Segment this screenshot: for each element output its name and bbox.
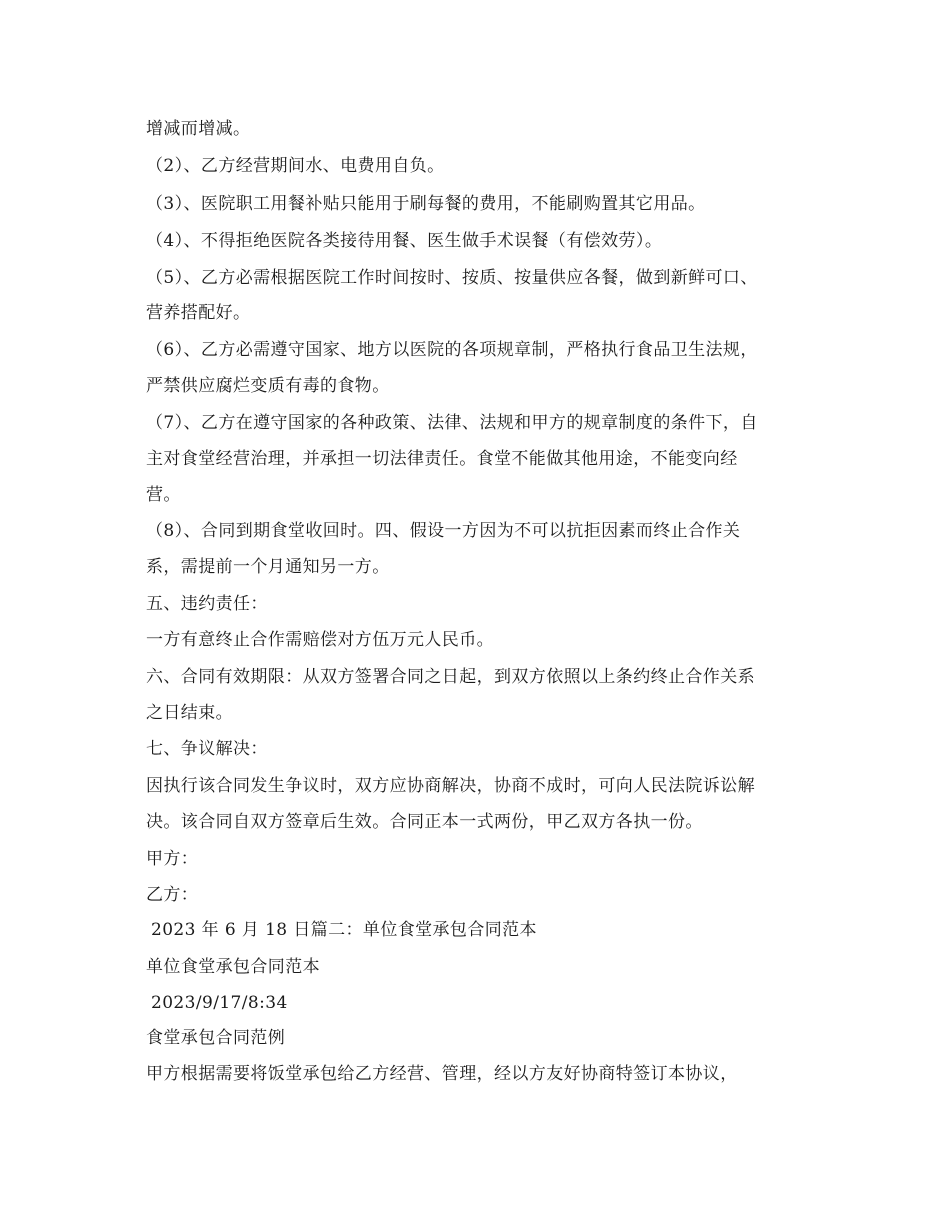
party-b-label: 乙方： [146, 885, 199, 905]
text-line: （2）、乙方经营期间水、电费用自负。 [146, 156, 445, 176]
section-heading: 七、争议解决： [146, 739, 268, 759]
text-line: （6）、乙方必需遵守国家、地方以医院的各项规章制，严格执行食品卫生法规， [146, 340, 758, 360]
text-line: 一方有意终止合作需赔偿对方伍万元人民币。 [146, 630, 494, 650]
text-line: 甲方根据需要将饭堂承包给乙方经营、管理，经以方友好协商特签订本协议， [146, 1064, 738, 1084]
text-line: 之日结束。 [146, 703, 233, 723]
text-line: （7）、乙方在遵守国家的各种政策、法律、法规和甲方的规章制度的条件下，自 [146, 413, 758, 433]
text-line: 决。该合同自双方签章后生效。合同正本一式两份，甲乙双方各执一份。 [146, 812, 703, 832]
text-line: 增减而增减。 [146, 119, 251, 139]
section-heading: 六、合同有效期限：从双方签署合同之日起，到双方依照以上条约终止合作关系 [146, 667, 755, 687]
document-subtitle: 单位食堂承包合同范本 [146, 957, 320, 977]
text-line: 主对食堂经营治理，并承担一切法律责任。食堂不能做其他用途，不能变向经 [146, 449, 738, 469]
document-subtitle: 食堂承包合同范例 [146, 1028, 286, 1048]
text-line: 营养搭配好。 [146, 303, 251, 323]
timestamp: 2023/9/17/8:34 [151, 993, 288, 1013]
text-line: 营。 [146, 485, 181, 505]
text-line: 因执行该合同发生争议时，双方应协商解决，协商不成时，可向人民法院诉讼解 [146, 776, 755, 796]
text-line: （8）、合同到期食堂收回时。四、假设一方因为不可以抗拒因素而终止合作关 [146, 521, 741, 541]
text-line: 严禁供应腐烂变质有毒的食物。 [146, 376, 390, 396]
date-line: 2023 年 6 月 18 日篇二：单位食堂承包合同范本 [151, 920, 537, 940]
party-a-label: 甲方： [146, 849, 199, 869]
text-line: 系，需提前一个月通知另一方。 [146, 557, 390, 577]
section-heading: 五、违约责任： [146, 594, 268, 614]
text-line: （3）、医院职工用餐补贴只能用于刷每餐的费用，不能刷购置其它用品。 [146, 194, 706, 214]
text-line: （4）、不得拒绝医院各类接待用餐、医生做手术误餐（有偿效劳）。 [146, 231, 663, 251]
text-line: （5）、乙方必需根据医院工作时间按时、按质、按量供应各餐，做到新鲜可口、 [146, 268, 758, 288]
